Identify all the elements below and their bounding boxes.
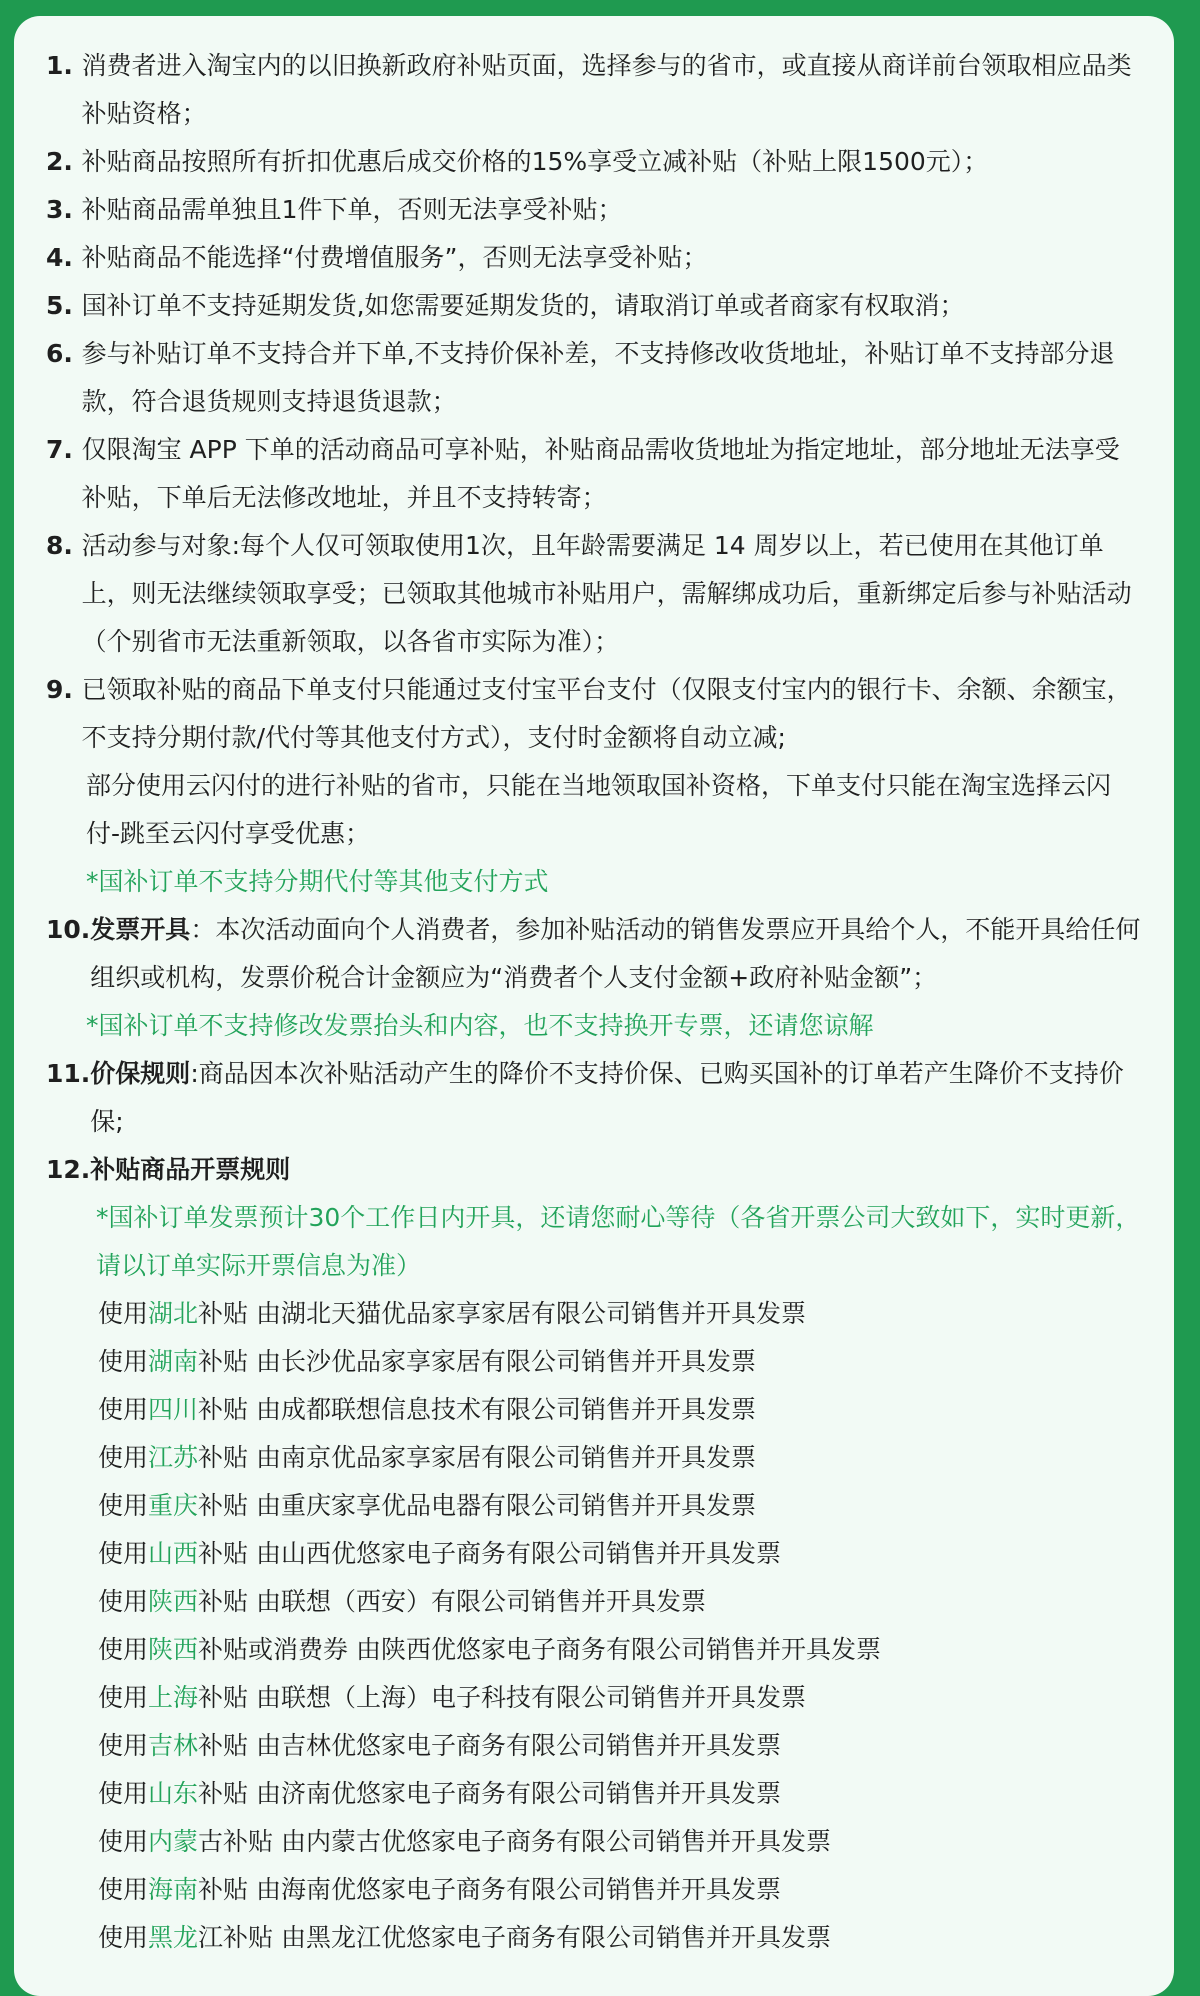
rule-item-8 bbox=[46, 522, 1142, 666]
invoice-province: 陕西 bbox=[148, 1587, 199, 1616]
item-number: 12. bbox=[46, 1155, 91, 1184]
invoice-line bbox=[46, 1770, 1142, 1818]
item-text-wrap bbox=[90, 1050, 1142, 1146]
invoice-line bbox=[46, 1530, 1142, 1578]
item-text: 补贴商品按照所有折扣优惠后成交价格的15%享受立减补贴（补贴上限1500元）； bbox=[81, 147, 989, 176]
item-number: 11. bbox=[46, 1059, 91, 1088]
invoice-prefix: 使用 bbox=[98, 1587, 149, 1616]
invoice-list bbox=[46, 1290, 1142, 1962]
invoice-prefix: 使用 bbox=[98, 1443, 149, 1472]
invoice-province: 湖南 bbox=[148, 1347, 199, 1376]
invoice-company: 补贴 由山西优悠家电子商务有限公司销售并开具发票 bbox=[198, 1539, 781, 1568]
item-12-note: *国补订单发票预计30个工作日内开具，还请您耐心等待（各省开票公司大致如下，实时更新，请以订单实际开票信息为准） bbox=[96, 1203, 1141, 1280]
item-number: 2. bbox=[46, 147, 82, 176]
invoice-company: 补贴 由成都联想信息技术有限公司销售并开具发票 bbox=[198, 1395, 756, 1424]
invoice-company: 补贴 由南京优品家享家居有限公司销售并开具发票 bbox=[198, 1443, 756, 1472]
item-label: 发票开具 bbox=[90, 915, 191, 944]
rule-item-5 bbox=[46, 282, 1142, 330]
invoice-prefix: 使用 bbox=[98, 1635, 149, 1664]
invoice-province: 黑龙 bbox=[148, 1923, 199, 1952]
invoice-prefix: 使用 bbox=[98, 1875, 149, 1904]
item-9-note: *国补订单不支持分期代付等其他支付方式 bbox=[86, 867, 549, 896]
invoice-province: 湖北 bbox=[148, 1299, 199, 1328]
invoice-province: 上海 bbox=[148, 1683, 199, 1712]
invoice-company: 补贴 由重庆家享优品电器有限公司销售并开具发票 bbox=[198, 1491, 756, 1520]
invoice-prefix: 使用 bbox=[98, 1827, 149, 1856]
item-text: 活动参与对象:每个人仅可领取使用1次，且年龄需要满足 14 周岁以上，若已使用在其他订单上，则无法继续领取享受；已领取其他城市补贴用户，需解绑成功后，重新绑定后参与补贴活动（个别省市无法重新领取，以各省市实际为准）； bbox=[81, 531, 1132, 656]
rules-list bbox=[46, 42, 1142, 762]
invoice-line bbox=[46, 1290, 1142, 1338]
item-label: 价保规则 bbox=[90, 1059, 191, 1088]
rule-item-1 bbox=[46, 42, 1142, 138]
invoice-province: 陕西 bbox=[148, 1635, 199, 1664]
item-number: 7. bbox=[46, 435, 82, 464]
invoice-company: 补贴 由海南优悠家电子商务有限公司销售并开具发票 bbox=[198, 1875, 781, 1904]
item-text: 国补订单不支持延期发货,如您需要延期发货的，请取消订单或者商家有权取消； bbox=[81, 291, 965, 320]
item-text: 补贴商品需单独且1件下单，否则无法享受补贴； bbox=[81, 195, 623, 224]
rule-item-9 bbox=[46, 666, 1142, 762]
invoice-company: 江补贴 由黑龙江优悠家电子商务有限公司销售并开具发票 bbox=[198, 1923, 831, 1952]
invoice-line bbox=[46, 1626, 1142, 1674]
item-number: 6. bbox=[46, 339, 82, 368]
item-label: 补贴商品开票规则 bbox=[90, 1155, 291, 1184]
item-text-wrap bbox=[90, 906, 1142, 1002]
invoice-province: 江苏 bbox=[148, 1443, 199, 1472]
invoice-company: 补贴或消费券 由陕西优悠家电子商务有限公司销售并开具发票 bbox=[198, 1635, 881, 1664]
rule-item-7 bbox=[46, 426, 1142, 522]
invoice-prefix: 使用 bbox=[98, 1731, 149, 1760]
item-number: 3. bbox=[46, 195, 82, 224]
item-number: 5. bbox=[46, 291, 82, 320]
rules-card bbox=[14, 16, 1174, 1996]
invoice-prefix: 使用 bbox=[98, 1779, 149, 1808]
invoice-province: 山西 bbox=[148, 1539, 199, 1568]
rule-item-4 bbox=[46, 234, 1142, 282]
invoice-province: 重庆 bbox=[148, 1491, 199, 1520]
invoice-prefix: 使用 bbox=[98, 1923, 149, 1952]
invoice-company: 补贴 由湖北天猫优品家享家居有限公司销售并开具发票 bbox=[198, 1299, 806, 1328]
item-text: 补贴商品不能选择“付费增值服务”，否则无法享受补贴； bbox=[81, 243, 708, 272]
invoice-line bbox=[46, 1674, 1142, 1722]
item-text: 仅限淘宝 APP 下单的活动商品可享补贴，补贴商品需收货地址为指定地址，部分地址无法享受补贴，下单后无法修改地址，并且不支持转寄； bbox=[81, 435, 1120, 512]
invoice-company: 补贴 由长沙优品家享家居有限公司销售并开具发票 bbox=[198, 1347, 756, 1376]
invoice-province: 海南 bbox=[148, 1875, 199, 1904]
invoice-prefix: 使用 bbox=[98, 1683, 149, 1712]
item-number: 8. bbox=[46, 531, 82, 560]
invoice-line bbox=[46, 1722, 1142, 1770]
item-text: :商品因本次补贴活动产生的降价不支持价保、已购买国补的订单若产生降价不支持价保; bbox=[90, 1059, 1124, 1136]
invoice-prefix: 使用 bbox=[98, 1395, 149, 1424]
invoice-company: 补贴 由联想（上海）电子科技有限公司销售并开具发票 bbox=[198, 1683, 806, 1712]
invoice-prefix: 使用 bbox=[98, 1491, 149, 1520]
item-9-extra: 部分使用云闪付的进行补贴的省市，只能在当地领取国补资格，下单支付只能在淘宝选择云闪付-跳至云闪付享受优惠； bbox=[86, 771, 1112, 848]
invoice-line bbox=[46, 1818, 1142, 1866]
item-10-note: *国补订单不支持修改发票抬头和内容，也不支持换开专票，还请您谅解 bbox=[86, 1011, 874, 1040]
invoice-line bbox=[46, 1578, 1142, 1626]
rule-item-12 bbox=[46, 1146, 1142, 1194]
invoice-line bbox=[46, 1914, 1142, 1962]
rule-item-11 bbox=[46, 1050, 1142, 1146]
invoice-line bbox=[46, 1386, 1142, 1434]
invoice-prefix: 使用 bbox=[98, 1347, 149, 1376]
invoice-prefix: 使用 bbox=[98, 1299, 149, 1328]
item-text: 已领取补贴的商品下单支付只能通过支付宝平台支付（仅限支付宝内的银行卡、余额、余额宝，不支持分期付款/代付等其他支付方式），支付时金额将自动立减; bbox=[81, 675, 1132, 752]
invoice-company: 补贴 由吉林优悠家电子商务有限公司销售并开具发票 bbox=[198, 1731, 781, 1760]
invoice-company: 古补贴 由内蒙古优悠家电子商务有限公司销售并开具发票 bbox=[198, 1827, 831, 1856]
item-text: 消费者进入淘宝内的以旧换新政府补贴页面，选择参与的省市，或直接从商详前台领取相应品类补贴资格； bbox=[81, 51, 1132, 128]
rule-item-6 bbox=[46, 330, 1142, 426]
invoice-province: 四川 bbox=[148, 1395, 199, 1424]
invoice-line bbox=[46, 1338, 1142, 1386]
invoice-company: 补贴 由济南优悠家电子商务有限公司销售并开具发票 bbox=[198, 1779, 781, 1808]
item-text: ：本次活动面向个人消费者，参加补贴活动的销售发票应开具给个人，不能开具给任何组织或机构，发票价税合计金额应为“消费者个人支付金额+政府补贴金额”； bbox=[90, 915, 1141, 992]
rule-item-2 bbox=[46, 138, 1142, 186]
invoice-prefix: 使用 bbox=[98, 1539, 149, 1568]
item-number: 1. bbox=[46, 51, 82, 80]
invoice-province: 吉林 bbox=[148, 1731, 199, 1760]
rule-item-3 bbox=[46, 186, 1142, 234]
invoice-province: 山东 bbox=[148, 1779, 199, 1808]
invoice-province: 内蒙 bbox=[148, 1827, 199, 1856]
rule-item-10 bbox=[46, 906, 1142, 1002]
invoice-line bbox=[46, 1434, 1142, 1482]
invoice-line bbox=[46, 1866, 1142, 1914]
item-text: 参与补贴订单不支持合并下单,不支持价保补差，不支持修改收货地址，补贴订单不支持部分退款，符合退货规则支持退货退款； bbox=[81, 339, 1115, 416]
item-number: 9. bbox=[46, 675, 82, 704]
item-number: 10. bbox=[46, 915, 91, 944]
item-number: 4. bbox=[46, 243, 82, 272]
invoice-company: 补贴 由联想（西安）有限公司销售并开具发票 bbox=[198, 1587, 706, 1616]
invoice-line bbox=[46, 1482, 1142, 1530]
